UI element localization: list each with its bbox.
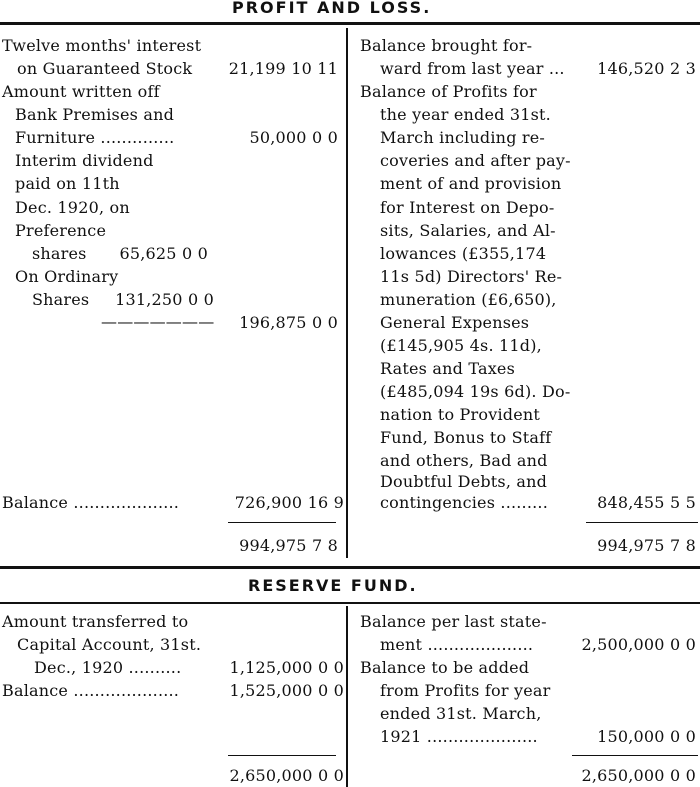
- profits-amount: 848,455 5 5: [597, 493, 696, 512]
- transfer-label-1: Amount transferred to: [2, 612, 189, 631]
- last-statement-amount: 2,500,000 0 0: [581, 635, 696, 654]
- profits-line: Doubtful Debts, and: [380, 472, 548, 491]
- added-label-4: 1921 .....................: [380, 727, 538, 746]
- last-statement-label-2: ment ....................: [380, 635, 534, 654]
- last-statement-label-1: Balance per last state-: [360, 612, 547, 631]
- reserve-balance-label: Balance ....................: [2, 681, 180, 700]
- profits-line: (£145,905 4s. 11d),: [380, 336, 542, 355]
- pl-left-total-rule: [228, 522, 336, 523]
- ordinary-label: Shares: [32, 290, 90, 309]
- profits-line: nation to Provident: [380, 405, 541, 424]
- brought-forward-label-2: ward from last year ...: [380, 59, 565, 78]
- profits-line: ment of and provision: [380, 174, 562, 193]
- ordinary-label-1: On Ordinary: [15, 267, 119, 286]
- profits-line: Fund, Bonus to Staff: [380, 428, 552, 447]
- center-divider: [346, 28, 348, 558]
- reserve-fund-title: RESERVE FUND.: [248, 576, 418, 595]
- profits-line: March including re-: [380, 128, 546, 147]
- pl-right-total-rule: [586, 522, 698, 523]
- added-label-3: ended 31st. March,: [380, 704, 542, 723]
- profit-loss-title: PROFIT AND LOSS.: [232, 0, 432, 17]
- interest-label-1: Twelve months' interest: [2, 36, 202, 55]
- transfer-label-3: Dec., 1920 ..........: [34, 658, 182, 677]
- written-off-label-1: Amount written off: [2, 82, 160, 101]
- written-off-label-2: Bank Premises and: [15, 105, 175, 124]
- reserve-balance-amount: 1,525,000 0 0: [229, 681, 344, 700]
- profits-line: sits, Salaries, and Al-: [380, 221, 556, 240]
- preference-label: shares: [32, 244, 87, 263]
- profits-line: muneration (£6,650),: [380, 290, 557, 309]
- reserve-right-total: 2,650,000 0 0: [581, 766, 696, 785]
- dividend-label-1: Interim dividend: [15, 151, 154, 170]
- pl-balance-amount: 726,900 16 9: [234, 493, 344, 512]
- written-off-label-3: Furniture ..............: [15, 128, 175, 147]
- profits-line: lowances (£355,174: [380, 244, 547, 263]
- transfer-label-2: Capital Account, 31st.: [17, 635, 202, 654]
- added-label-1: Balance to be added: [360, 658, 530, 677]
- profits-line: (£485,094 19s 6d). Do-: [380, 382, 571, 401]
- profits-line: Rates and Taxes: [380, 359, 515, 378]
- interest-amount: 21,199 10 11: [228, 59, 338, 78]
- pl-balance-label: Balance ....................: [2, 493, 180, 512]
- added-label-2: from Profits for year: [380, 681, 551, 700]
- profits-line: the year ended 31st.: [380, 105, 551, 124]
- reserve-header-rule: [0, 602, 700, 604]
- preference-amount: 65,625 0 0: [119, 244, 208, 263]
- header-rule: [0, 22, 700, 25]
- reserve-right-total-rule: [572, 755, 698, 756]
- reserve-top-rule: [0, 566, 700, 569]
- subtotal-dash: ———————: [101, 312, 215, 331]
- profits-line: for Interest on Depo-: [380, 198, 555, 217]
- profits-line: and others, Bad and: [380, 451, 548, 470]
- profits-line: coveries and after pay-: [380, 151, 571, 170]
- pl-right-total: 994,975 7 8: [597, 536, 696, 555]
- interest-label-2: on Guaranteed Stock: [17, 59, 193, 78]
- profits-line: Balance of Profits for: [360, 82, 537, 101]
- reserve-left-total: 2,650,000 0 0: [229, 766, 344, 785]
- dividend-label-2: paid on 11th: [15, 174, 120, 193]
- dividend-label-3: Dec. 1920, on: [15, 198, 130, 217]
- written-off-amount: 50,000 0 0: [249, 128, 338, 147]
- profits-line: General Expenses: [380, 313, 530, 332]
- dividend-total: 196,875 0 0: [239, 313, 338, 332]
- profits-line: contingencies .........: [380, 493, 548, 512]
- transfer-amount: 1,125,000 0 0: [229, 658, 344, 677]
- profits-line: 11s 5d) Directors' Re-: [380, 267, 563, 286]
- dividend-label-4: Preference: [15, 221, 107, 240]
- pl-left-total: 994,975 7 8: [239, 536, 338, 555]
- reserve-center-divider: [346, 606, 348, 787]
- added-amount: 150,000 0 0: [597, 727, 696, 746]
- ordinary-amount: 131,250 0 0: [115, 290, 214, 309]
- reserve-left-total-rule: [228, 755, 336, 756]
- brought-forward-amount: 146,520 2 3: [597, 59, 696, 78]
- brought-forward-label-1: Balance brought for-: [360, 36, 533, 55]
